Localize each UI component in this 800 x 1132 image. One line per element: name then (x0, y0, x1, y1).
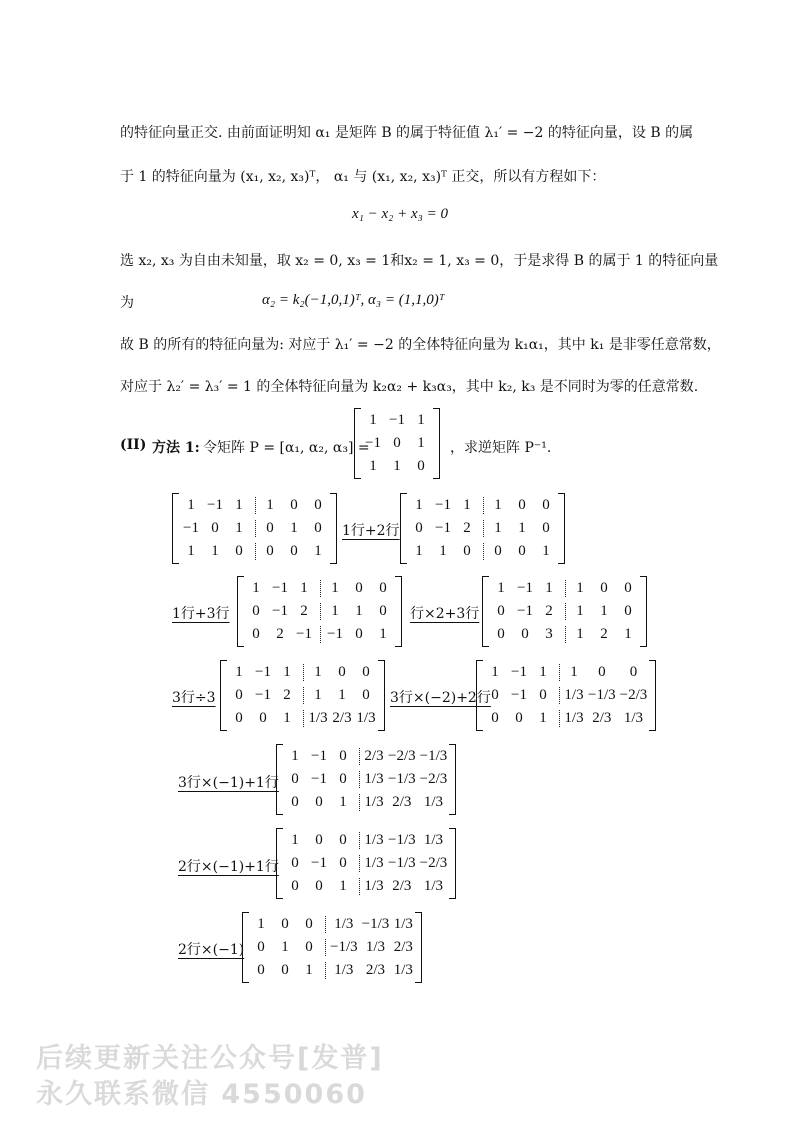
matrix-cell: −1/3 (419, 748, 448, 764)
matrix-cell: 1 (257, 916, 265, 932)
matrix-cell: 1 (497, 580, 505, 596)
matrix-cell: 1/3 (393, 916, 413, 932)
matrix-step-4 (220, 660, 385, 731)
matrix-cell: 0 (491, 710, 499, 726)
matrix-cell: 0 (415, 520, 423, 536)
op-label-1: 1行+2行 (342, 523, 400, 539)
matrix-cell: 0 (314, 497, 322, 513)
matrix-cell: −1/3 (388, 771, 416, 787)
matrix-cell: 1/3 (423, 878, 444, 894)
matrix-cell: 0 (281, 962, 289, 978)
op-label-2: 1行+3行 (172, 606, 230, 622)
matrix-cell: 0 (598, 664, 606, 680)
matrix-cell: 1 (542, 543, 550, 559)
matrix-cell: 1 (235, 664, 243, 680)
matrix-cell: 1 (355, 603, 363, 619)
matrix-cell: −1/3 (330, 939, 358, 955)
matrix-cell: 1 (291, 748, 299, 764)
matrix-cell: 1 (333, 794, 360, 811)
matrix-cell: 0 (266, 543, 274, 559)
matrix-cell: 1 (229, 520, 256, 537)
op-label-5: 3行×(−2)+2行 (390, 690, 491, 706)
matrix-cell: −2/3 (619, 687, 648, 703)
matrix-cell: 0 (252, 626, 260, 642)
p-inverse-text: ，求逆矩阵 P⁻¹. (450, 440, 552, 456)
matrix-cell: 0 (281, 916, 289, 932)
matrix-cell: −1 (294, 626, 321, 643)
matrix-cell: 1 (281, 939, 289, 955)
part-label: (II) (120, 437, 147, 453)
matrix-cell: 0 (291, 794, 299, 810)
matrix-cell: 1/3 (365, 939, 386, 955)
matrix-cell: 0 (229, 543, 256, 560)
matrix-cell: 0 (257, 962, 265, 978)
matrix-cell: 0 (333, 832, 360, 849)
matrix-cell: 0 (315, 794, 323, 810)
matrix-cell: 0 (314, 520, 322, 536)
matrix-cell: −1 (272, 580, 288, 596)
matrix-cell: 1 (439, 543, 447, 559)
matrix-cell: 1 (624, 626, 632, 642)
matrix-cell: 0 (457, 543, 484, 560)
matrix-cell: 0 (299, 939, 326, 956)
matrix-step-3 (482, 576, 647, 647)
matrix-cell: 0 (494, 543, 502, 559)
matrix-cell: 1 (393, 458, 401, 474)
matrix-cell: 1 (266, 497, 274, 513)
matrix-cell: 1/3 (356, 710, 376, 726)
matrix-step-5 (476, 660, 656, 731)
matrix-cell: 1 (314, 664, 322, 680)
matrix-cell: 1 (494, 497, 502, 513)
watermark-line-1: 后续更新关注公众号[发普] (36, 1043, 384, 1074)
text-line-1: 的特征向量正交. 由前面证明知 α₁ 是矩阵 B 的属于特征值 λ₁′ = −2 的特征向量，设 B 的属 (120, 125, 694, 141)
matrix-cell: 2/3 (332, 710, 352, 726)
matrix-cell: 0 (542, 520, 550, 536)
matrix-cell: 1/3 (308, 710, 328, 726)
matrix-cell: 0 (333, 748, 360, 765)
op-label-7: 2行×(−1)+1行 (178, 859, 279, 875)
matrix-cell: 1 (600, 603, 608, 619)
matrix-cell: −1/3 (361, 916, 390, 932)
matrix-cell: −2/3 (419, 855, 448, 871)
matrix-cell: −1 (327, 626, 343, 642)
matrix-cell: 0 (518, 497, 526, 513)
matrix-cell: 1/3 (364, 832, 384, 848)
matrix-cell: 0 (518, 543, 526, 559)
matrix-cell: 2 (277, 687, 304, 704)
equation-2: α₂ = k₂(−1,0,1)ᵀ, α₃ = (1,1,0)ᵀ (262, 292, 445, 308)
matrix-cell: −1 (255, 687, 271, 703)
matrix-cell: 2/3 (592, 710, 612, 726)
matrix-cell: −1 (517, 580, 533, 596)
method-label: 方法 1: (152, 440, 200, 456)
matrix-cell: 0 (257, 939, 265, 955)
matrix-cell: −1 (207, 497, 223, 513)
matrix-cell: 0 (291, 771, 299, 787)
op-label-8: 2行×(−1) (178, 942, 245, 958)
matrix-cell: −1 (511, 687, 527, 703)
matrix-cell: 0 (291, 878, 299, 894)
matrix-cell: 0 (315, 832, 323, 848)
matrix-step-7 (276, 828, 456, 899)
matrix-cell: 0 (235, 687, 243, 703)
matrix-cell: 1 (457, 497, 484, 514)
matrix-p (354, 408, 440, 479)
matrix-cell: 1 (331, 580, 339, 596)
matrix-cell: −1/3 (388, 855, 416, 871)
matrix-cell: 1 (576, 603, 584, 619)
matrix-cell: 0 (362, 664, 370, 680)
matrix-cell: 2/3 (392, 878, 412, 894)
matrix-cell: 2 (539, 603, 566, 620)
matrix-cell: 0 (600, 580, 608, 596)
matrix-cell: 0 (491, 687, 499, 703)
matrix-cell: 0 (521, 626, 529, 642)
matrix-cell: 1 (415, 497, 423, 513)
matrix-cell: −2/3 (388, 748, 416, 764)
matrix-cell: 0 (379, 580, 387, 596)
matrix-cell: 1/3 (564, 710, 584, 726)
matrix-cell: −1 (311, 771, 327, 787)
matrix-cell: 0 (629, 664, 638, 680)
matrix-cell: 1 (369, 458, 377, 474)
matrix-cell: 0 (624, 580, 632, 596)
matrix-cell: 0 (355, 580, 363, 596)
matrix-cell: −1 (311, 748, 327, 764)
matrix-cell: −1 (511, 664, 527, 680)
matrix-cell: 2/3 (364, 748, 384, 764)
matrix-cell: 0 (624, 603, 632, 619)
matrix-cell: 0 (299, 916, 326, 933)
matrix-cell: 0 (333, 855, 360, 872)
matrix-cell: 1 (211, 543, 219, 559)
matrix-cell: 0 (235, 710, 243, 726)
matrix-cell: −1/3 (588, 687, 616, 703)
matrix-cell: −1 (517, 603, 533, 619)
matrix-cell: 1 (576, 580, 584, 596)
matrix-step-1 (400, 493, 565, 564)
equation-1: x₁ − x₂ + x₃ = 0 (352, 206, 448, 222)
text-line-4-prefix: 为 (120, 295, 134, 311)
matrix-cell: −1 (365, 435, 381, 451)
matrix-cell: 0 (417, 458, 425, 474)
matrix-cell: 2 (294, 603, 321, 620)
matrix-cell: 2 (600, 626, 608, 642)
matrix-cell: 0 (533, 687, 560, 704)
matrix-cell: 1 (415, 543, 423, 559)
matrix-cell: 1/3 (564, 687, 584, 703)
matrix-cell: 1/3 (364, 771, 384, 787)
matrix-cell: 1 (369, 412, 377, 428)
matrix-cell: 2 (276, 626, 284, 642)
matrix-cell: 1/3 (334, 916, 354, 932)
matrix-cell: −1 (255, 664, 271, 680)
matrix-cell: 0 (393, 435, 401, 451)
matrix-cell: 1 (294, 580, 321, 597)
text-line-5: 故 B 的所有的特征向量为: 对应于 λ₁′ = −2 的全体特征向量为 k₁α₁，其中 k₁ 是非零任意常数， (120, 337, 721, 353)
matrix-cell: −2/3 (419, 771, 448, 787)
matrix-cell: 2/3 (392, 794, 412, 810)
matrix-cell: 1 (314, 687, 322, 703)
matrix-cell: 1 (290, 520, 298, 536)
matrix-cell: 0 (355, 626, 363, 642)
matrix-cell: 0 (497, 626, 505, 642)
matrix-cell: 1 (494, 520, 502, 536)
matrix-cell: 0 (291, 855, 299, 871)
matrix-cell: 1 (576, 626, 584, 642)
matrix-cell: −1 (435, 497, 451, 513)
matrix-cell: 0 (362, 687, 370, 703)
matrix-cell: 2/3 (365, 962, 386, 978)
matrix-cell: 1 (518, 520, 526, 536)
matrix-cell: 2/3 (393, 939, 413, 955)
matrix-cell: 2 (457, 520, 484, 537)
matrix-cell: 0 (252, 603, 260, 619)
matrix-cell: 0 (290, 543, 298, 559)
matrix-cell: 1/3 (334, 962, 354, 978)
matrix-cell: 1 (533, 710, 560, 727)
matrix-cell: −1/3 (388, 832, 416, 848)
matrix-cell: 0 (497, 603, 505, 619)
matrix-cell: 1 (187, 497, 195, 513)
matrix-cell: 1 (533, 664, 560, 681)
matrix-cell: 1 (331, 603, 339, 619)
matrix-cell: 0 (266, 520, 274, 536)
matrix-cell: 0 (379, 603, 387, 619)
matrix-step-6 (276, 744, 456, 815)
matrix-cell: 0 (333, 771, 360, 788)
matrix-step-2 (237, 576, 402, 647)
matrix-cell: 1 (314, 543, 322, 559)
matrix-cell: 0 (515, 710, 523, 726)
matrix-cell: 1/3 (393, 962, 413, 978)
matrix-cell: 1 (229, 497, 256, 514)
matrix-cell: 1 (379, 626, 387, 642)
matrix-cell: −1 (311, 855, 327, 871)
matrix-cell: 0 (259, 710, 267, 726)
matrix-cell: 1 (187, 543, 195, 559)
matrix-cell: 0 (211, 520, 219, 536)
matrix-cell: 1 (539, 580, 566, 597)
text-line-3: 选 x₂, x₃ 为自由未知量，取 x₂ = 0, x₃ = 1和x₂ = 1, x₃ = 0，于是求得 B 的属于 1 的特征向量 (120, 253, 719, 269)
text-line-2: 于 1 的特征向量为 (x₁, x₂, x₃)ᵀ， α₁ 与 (x₁, x₂, x₃)ᵀ 正交，所以有方程如下： (120, 169, 606, 185)
matrix-cell: −1 (389, 412, 405, 428)
matrix-cell: 1/3 (364, 878, 384, 894)
matrix-cell: 1 (491, 664, 499, 680)
matrix-cell: −1 (435, 520, 451, 536)
matrix-cell: 1 (277, 664, 304, 681)
matrix-cell: 1 (417, 412, 425, 428)
matrix-cell: 0 (542, 497, 550, 513)
matrix-cell: 1 (333, 878, 360, 895)
matrix-cell: −1 (183, 520, 199, 536)
watermark-line-2: 永久联系微信 4550060 (36, 1079, 367, 1110)
op-label-4: 3行÷3 (172, 690, 216, 706)
matrix-cell: 1 (570, 664, 578, 680)
text-line-6: 对应于 λ₂′ = λ₃′ = 1 的全体特征向量为 k₂α₂ + k₃α₃，其中 k₂, k₃ 是不同时为零的任意常数. (120, 379, 699, 395)
matrix-cell: 1/3 (423, 794, 444, 810)
matrix-cell: 0 (290, 497, 298, 513)
p-definition: 令矩阵 P = [α₁, α₂, α₃] = (203, 440, 370, 456)
matrix-cell: 1 (252, 580, 260, 596)
matrix-cell: 1/3 (364, 794, 384, 810)
matrix-cell: 3 (539, 626, 566, 643)
matrix-cell: 1 (277, 710, 304, 727)
matrix-cell: 1 (299, 962, 326, 979)
matrix-cell: 1/3 (623, 710, 644, 726)
matrix-step-8 (242, 912, 422, 983)
matrix-cell: 0 (338, 664, 346, 680)
op-label-3: 行×2+3行 (410, 606, 480, 622)
matrix-cell: 1 (291, 832, 299, 848)
matrix-cell: 1 (338, 687, 346, 703)
matrix-cell: 1/3 (423, 832, 444, 848)
matrix-step-0 (172, 493, 337, 564)
matrix-cell: −1 (272, 603, 288, 619)
op-label-6: 3行×(−1)+1行 (178, 775, 279, 791)
matrix-cell: 1 (417, 435, 425, 451)
matrix-cell: 0 (315, 878, 323, 894)
matrix-cell: 1/3 (364, 855, 384, 871)
